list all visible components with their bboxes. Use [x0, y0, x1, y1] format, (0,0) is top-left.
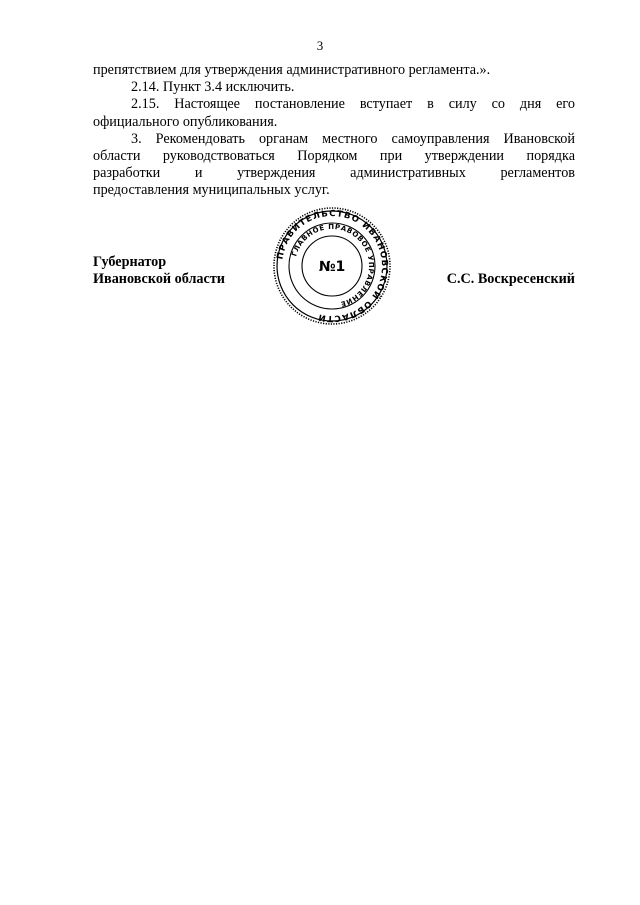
- paragraph-line: 2.15. Настоящее постановление вступает в силу со дня его: [131, 96, 575, 113]
- signatory-name: С.С. Воскресенский: [446, 271, 575, 287]
- document-body: [93, 62, 575, 200]
- paragraph-line: предоставления муниципальных услуг.: [93, 182, 330, 199]
- paragraph-line: препятствием для утверждения административного регламента.».: [93, 62, 491, 78]
- signatory-title-line: Ивановской области: [93, 271, 225, 288]
- paragraph-line: разработки и утверждения административных регламентов: [93, 165, 575, 182]
- stamp-number: №1: [318, 259, 346, 275]
- signatory-title-line: Губернатор: [93, 254, 167, 270]
- paragraph-line: официального опубликования.: [93, 113, 278, 130]
- paragraph-line: области руководствоваться Порядком при утверждении порядка: [93, 148, 575, 165]
- paragraph-line: 2.14. Пункт 3.4 исключить.: [131, 79, 295, 96]
- signatory-title: [93, 254, 225, 288]
- page-number: 3: [316, 38, 324, 53]
- stamp-outer-text: ПРАВИТЕЛЬСТВО ИВАНОВСКОЙ ОБЛАСТИ: [275, 208, 390, 324]
- paragraph-line: 3. Рекомендовать органам местного самоуправления Ивановской: [131, 130, 575, 147]
- official-stamp: [272, 206, 392, 326]
- stamp-inner-text: ГЛАВНОЕ ПРАВОВОЕ УПРАВЛЕНИЕ: [290, 222, 376, 309]
